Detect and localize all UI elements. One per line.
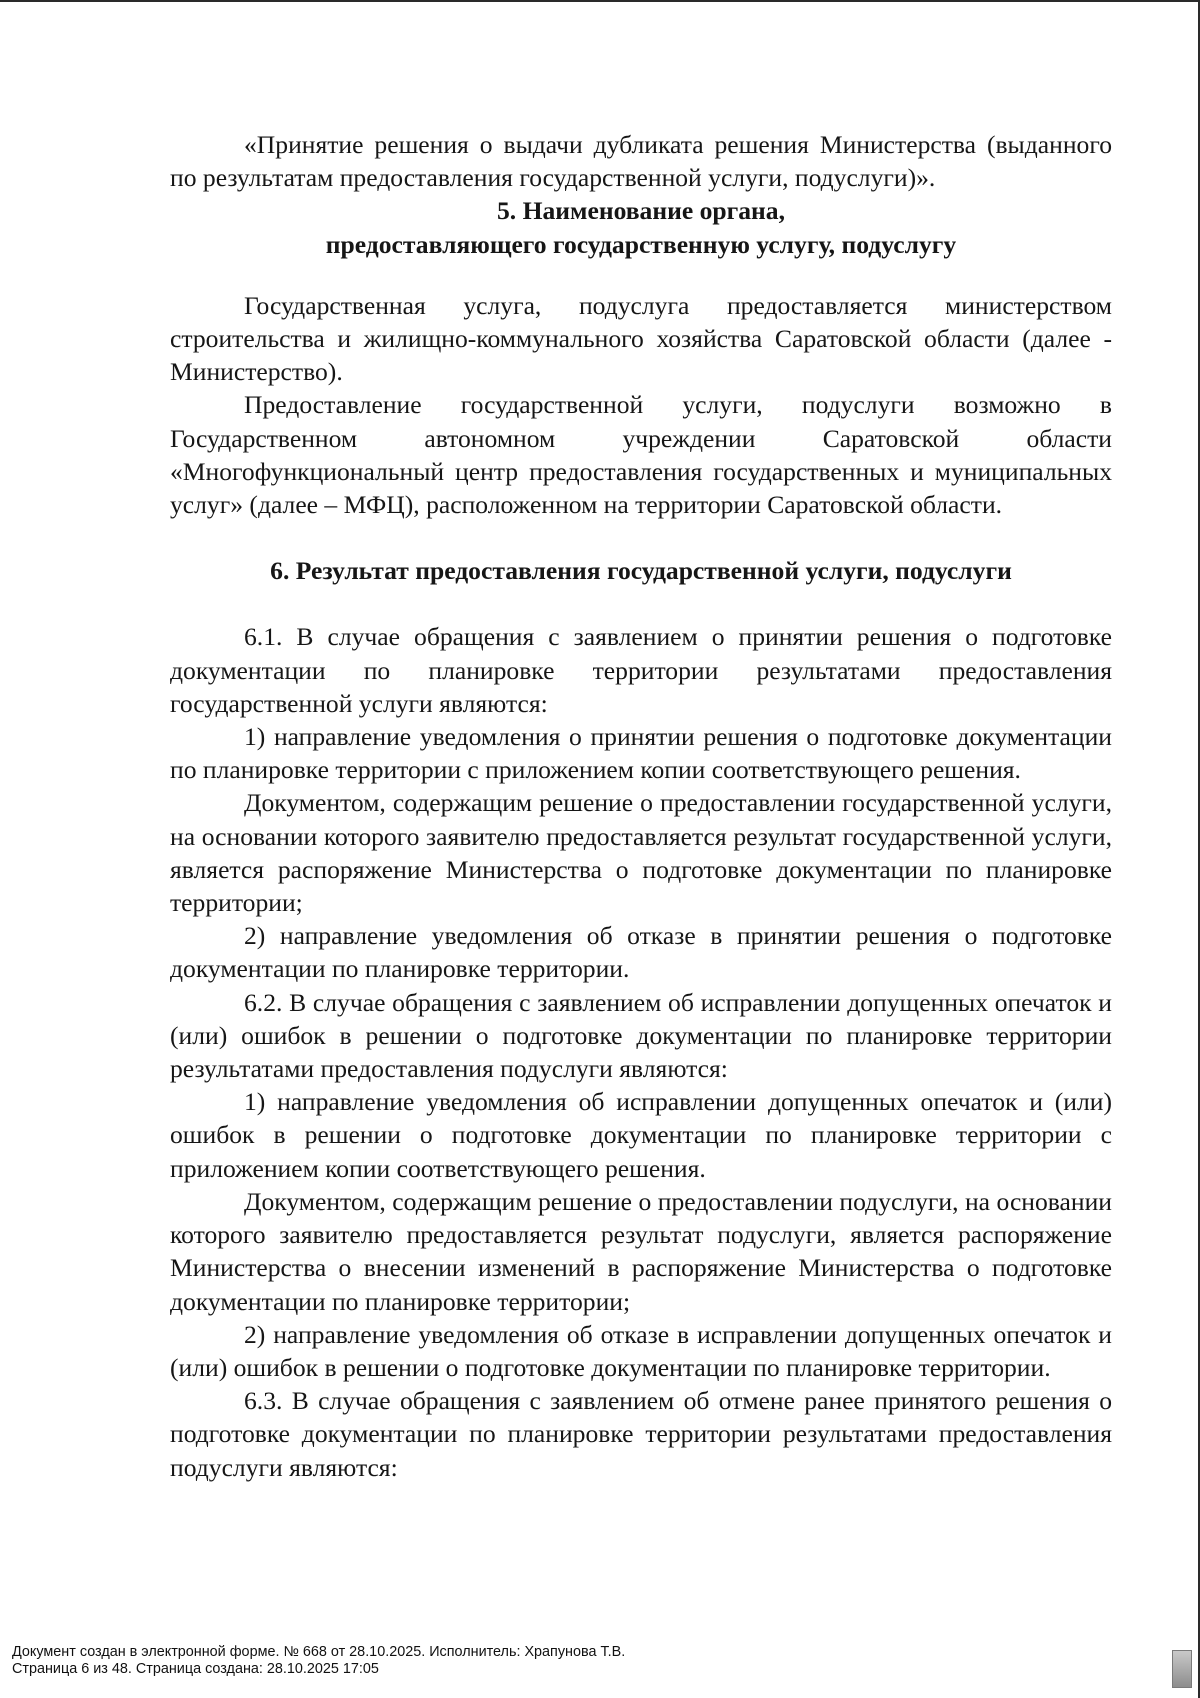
scanner-stamp-icon — [1172, 1650, 1192, 1688]
footer-page-info: Страница 6 из 48. Страница создана: 28.10.2025 17:05 — [12, 1661, 379, 1677]
section-5-paragraph: Государственная услуга, подуслуга предоставляется министерством строительства и жилищно-коммунального хозяйства Саратовской области (далее - Министерство). — [170, 290, 1112, 387]
section-5-paragraph: Предоставление государственной услуги, подуслуги возможно в Государственном автономном учреждении Саратовской области «Многофункциональный центр предоставления государственных и муниципальных услуг» (далее – МФЦ), расположенном на территории Саратовской области. — [170, 390, 1112, 520]
section-6-paragraph: 1) направление уведомления о принятии решения о подготовке документации по планировке территории с приложением копии соответствующего решения. — [170, 722, 1112, 785]
section-5-heading — [170, 194, 1112, 260]
section-5-heading-line2: предоставляющего государственную услугу, подуслугу — [325, 229, 957, 259]
section-6-paragraph: 6.2. В случае обращения с заявлением об исправлении допущенных опечаток и (или) ошибок в решении о подготовке документации по планировке территории результатами предоставления подуслуги являются: — [170, 987, 1112, 1084]
electronic-document-footer — [12, 1644, 625, 1678]
section-6-heading: 6. Результат предоставления государственной услуги, подуслуги — [270, 556, 1012, 586]
intro-paragraph: «Принятие решения о выдачи дубликата решения Министерства (выданного по результатам предоставления государственной услуги, подуслуги)». — [170, 130, 1112, 193]
section-6-paragraph: 2) направление уведомления об отказе в исправлении допущенных опечаток и (или) ошибок в решении о подготовке документации по планировке территории. — [170, 1319, 1112, 1382]
spacer — [170, 261, 1112, 289]
spacer — [170, 521, 1112, 554]
section-5-heading-line1: 5. Наименование органа, — [496, 196, 785, 226]
section-6-paragraph: Документом, содержащим решение о предоставлении подуслуги, на основании которого заявителю предоставляется результат подуслуги, является распоряжение Министерства о внесении изменений в распоряжение Министерства о подготовке документации по планировке территории; — [170, 1186, 1112, 1316]
section-6-paragraph: 6.1. В случае обращения с заявлением о принятии решения о подготовке документации по планировке территории результатами предоставления государственной услуги являются: — [170, 622, 1112, 718]
section-6-paragraph: 1) направление уведомления об исправлении допущенных опечаток и (или) ошибок в решении о подготовке документации по планировке территории с приложением копии соответствующего решения. — [170, 1087, 1112, 1183]
section-6-paragraph: 6.3. В случае обращения с заявлением об отмене ранее принятого решения о подготовке документации по планировке территории результатами предоставления подуслуги являются: — [170, 1386, 1112, 1482]
document-body — [170, 128, 1112, 1484]
page-top-border — [0, 0, 1200, 2]
section-6-paragraph: 2) направление уведомления об отказе в принятии решения о подготовке документации по планировке территории. — [170, 921, 1112, 984]
footer-document-info: Документ создан в электронной форме. № 668 от 28.10.2025. Исполнитель: Храпунова Т.В. — [12, 1644, 626, 1660]
spacer — [170, 587, 1112, 620]
section-6-paragraph: Документом, содержащим решение о предоставлении государственной услуги, на основании которого заявителю предоставляется результат государственной услуги, является распоряжение Министерства о подготовке документации по планировке территории; — [170, 788, 1112, 918]
